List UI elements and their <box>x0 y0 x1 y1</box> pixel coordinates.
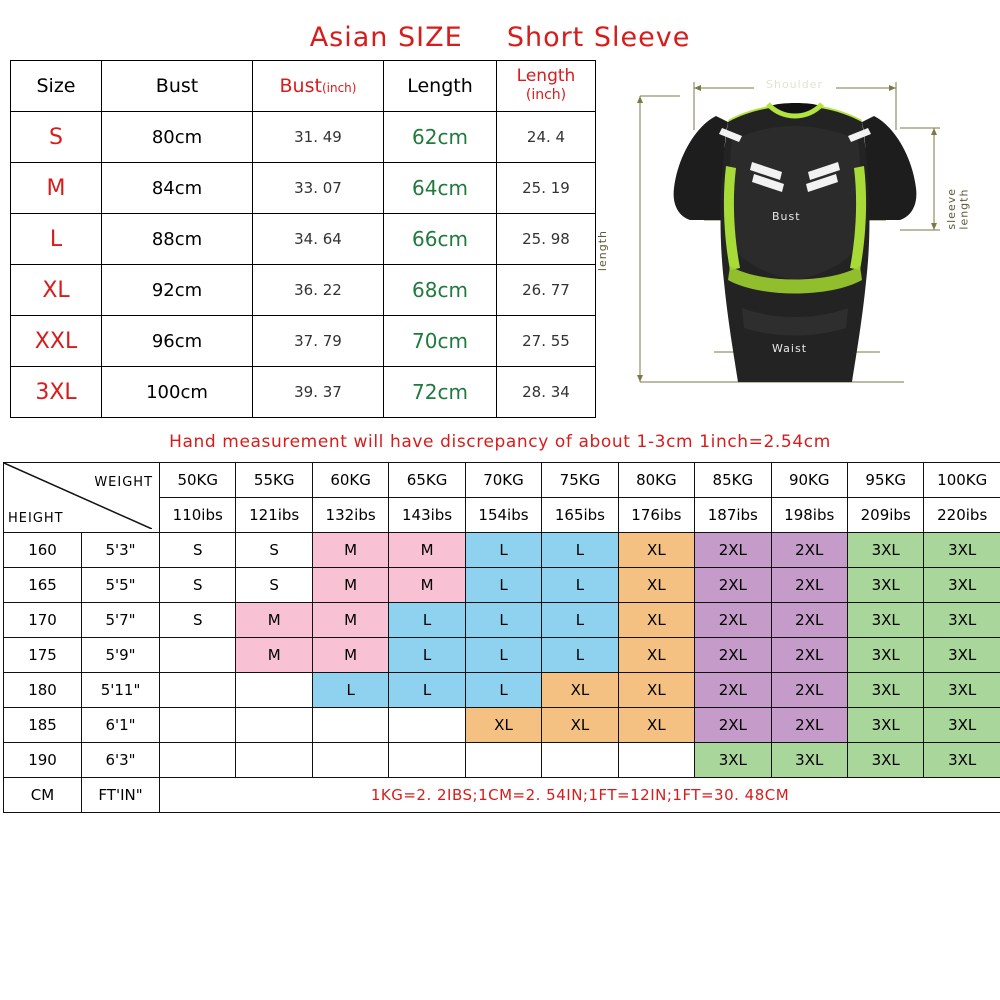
size-cell: XL <box>618 568 694 603</box>
cell-bust-in: 37. 79 <box>253 316 384 367</box>
cell-size: M <box>11 163 102 214</box>
table-row <box>11 367 596 418</box>
cell-bust-in: 31. 49 <box>253 112 384 163</box>
cell-length-cm: 68cm <box>384 265 497 316</box>
weight-kg-cell: 90KG <box>771 463 847 498</box>
size-cell <box>160 708 236 743</box>
size-cell <box>312 708 388 743</box>
corner-label-weight: WEIGHT <box>94 475 154 490</box>
table-row <box>4 673 1000 708</box>
cell-bust-cm: 84cm <box>102 163 253 214</box>
size-cell: L <box>389 673 465 708</box>
label-length: length <box>596 230 609 272</box>
weight-kg-cell: 60KG <box>312 463 388 498</box>
size-cell: 2XL <box>695 603 771 638</box>
size-cell <box>236 673 312 708</box>
size-cell <box>236 708 312 743</box>
cell-size: 3XL <box>11 367 102 418</box>
weight-kg-cell: 100KG <box>924 463 1000 498</box>
cell-bust-in: 33. 07 <box>253 163 384 214</box>
cell-bust-cm: 92cm <box>102 265 253 316</box>
weight-lb-cell: 165ibs <box>542 498 618 533</box>
table-row <box>4 743 1000 778</box>
cell-size: L <box>11 214 102 265</box>
size-cell: 3XL <box>924 603 1000 638</box>
size-cell: XL <box>618 638 694 673</box>
size-cell: XL <box>618 673 694 708</box>
size-cell <box>542 743 618 778</box>
table-row <box>11 316 596 367</box>
table-row <box>11 112 596 163</box>
cell-bust-in: 39. 37 <box>253 367 384 418</box>
size-cell: 2XL <box>695 638 771 673</box>
height-cm-cell: 185 <box>4 708 82 743</box>
weight-lb-cell: 132ibs <box>312 498 388 533</box>
size-cell: 3XL <box>847 708 923 743</box>
weight-lb-cell: 176ibs <box>618 498 694 533</box>
size-cell: S <box>236 568 312 603</box>
title-part-asian-size: Asian SIZE <box>309 22 463 53</box>
header-length-cm: Length <box>384 61 497 112</box>
size-cell: M <box>312 568 388 603</box>
size-cell <box>389 708 465 743</box>
height-ft-cell: 5'9" <box>82 638 160 673</box>
header-size: Size <box>11 61 102 112</box>
size-cell <box>389 743 465 778</box>
size-cell: XL <box>542 673 618 708</box>
size-cell <box>160 743 236 778</box>
matrix-weight-kg-row <box>4 463 1000 498</box>
size-cell: 3XL <box>924 533 1000 568</box>
matrix-footer-row <box>4 778 1000 813</box>
size-cell: L <box>312 673 388 708</box>
table-row <box>11 265 596 316</box>
size-cell: 3XL <box>771 743 847 778</box>
size-cell: M <box>236 603 312 638</box>
size-cell: L <box>465 638 541 673</box>
size-cell: 2XL <box>771 673 847 708</box>
height-weight-matrix <box>3 462 1000 813</box>
size-cell: XL <box>542 708 618 743</box>
size-cell: XL <box>465 708 541 743</box>
height-cm-cell: 180 <box>4 673 82 708</box>
size-cell: M <box>312 603 388 638</box>
height-ft-cell: 5'7" <box>82 603 160 638</box>
height-ft-cell: 5'11" <box>82 673 160 708</box>
height-ft-cell: 6'1" <box>82 708 160 743</box>
weight-lb-cell: 121ibs <box>236 498 312 533</box>
size-cell: L <box>542 603 618 638</box>
weight-lb-cell: 220ibs <box>924 498 1000 533</box>
size-cell: M <box>389 533 465 568</box>
header-bust-inch-unit: (inch) <box>321 81 357 95</box>
size-cell: 3XL <box>847 603 923 638</box>
size-cell: L <box>542 533 618 568</box>
cell-size: S <box>11 112 102 163</box>
cell-length-in: 25. 19 <box>497 163 596 214</box>
page-title <box>0 0 1000 60</box>
shirt-illustration <box>604 70 1000 410</box>
size-cell: 3XL <box>847 638 923 673</box>
size-cell: XL <box>618 533 694 568</box>
label-waist: Waist <box>772 342 808 355</box>
weight-lb-cell: 154ibs <box>465 498 541 533</box>
cell-length-in: 28. 34 <box>497 367 596 418</box>
weight-kg-cell: 70KG <box>465 463 541 498</box>
label-shoulder: Shoulder <box>766 78 823 91</box>
size-chart-table <box>10 60 596 418</box>
header-bust-cm: Bust <box>102 61 253 112</box>
shirt-measurement-diagram <box>596 70 992 410</box>
table-row <box>4 638 1000 673</box>
header-bust-inch-main: Bust <box>279 75 322 97</box>
cell-length-cm: 64cm <box>384 163 497 214</box>
measurement-note: Hand measurement will have discrepancy of about 1-3cm 1inch=2.54cm <box>169 432 831 452</box>
size-cell: 2XL <box>695 673 771 708</box>
table-row <box>11 163 596 214</box>
size-cell: 3XL <box>924 708 1000 743</box>
weight-kg-cell: 50KG <box>160 463 236 498</box>
weight-kg-cell: 75KG <box>542 463 618 498</box>
size-cell: L <box>465 568 541 603</box>
cell-size: XXL <box>11 316 102 367</box>
size-cell: 3XL <box>847 568 923 603</box>
size-cell <box>160 673 236 708</box>
cell-length-cm: 72cm <box>384 367 497 418</box>
size-matrix-section <box>0 462 1000 813</box>
weight-lb-cell: 143ibs <box>389 498 465 533</box>
height-cm-cell: 160 <box>4 533 82 568</box>
weight-lb-cell: 187ibs <box>695 498 771 533</box>
cell-bust-in: 36. 22 <box>253 265 384 316</box>
size-chart-header-row <box>11 61 596 112</box>
height-cm-cell: 190 <box>4 743 82 778</box>
weight-lb-cell: 209ibs <box>847 498 923 533</box>
table-row <box>4 708 1000 743</box>
size-cell: 2XL <box>695 708 771 743</box>
weight-kg-cell: 80KG <box>618 463 694 498</box>
size-cell: XL <box>618 708 694 743</box>
footer-conversion-note: 1KG=2. 2IBS;1CM=2. 54IN;1FT=12IN;1FT=30. 48CM <box>160 778 1000 813</box>
size-cell: L <box>465 673 541 708</box>
top-section <box>0 60 1000 418</box>
cell-length-cm: 66cm <box>384 214 497 265</box>
label-bust: Bust <box>772 210 801 223</box>
size-cell <box>312 743 388 778</box>
footer-unit-cm: CM <box>4 778 82 813</box>
table-row <box>4 568 1000 603</box>
size-cell: L <box>465 533 541 568</box>
size-cell: 3XL <box>924 673 1000 708</box>
size-cell: 2XL <box>771 638 847 673</box>
cell-bust-cm: 96cm <box>102 316 253 367</box>
size-cell: 3XL <box>924 568 1000 603</box>
size-cell: 3XL <box>924 743 1000 778</box>
size-cell: M <box>236 638 312 673</box>
size-cell: M <box>312 638 388 673</box>
size-cell <box>236 743 312 778</box>
size-cell: 3XL <box>695 743 771 778</box>
cell-bust-cm: 80cm <box>102 112 253 163</box>
size-cell: 2XL <box>771 568 847 603</box>
size-cell: 3XL <box>847 533 923 568</box>
header-bust-inch <box>253 61 384 112</box>
size-cell: 3XL <box>924 638 1000 673</box>
size-cell <box>160 638 236 673</box>
height-cm-cell: 175 <box>4 638 82 673</box>
size-cell: 2XL <box>771 708 847 743</box>
size-cell: XL <box>618 603 694 638</box>
size-cell: S <box>160 568 236 603</box>
label-sleeve-length <box>946 188 971 230</box>
title-part-short-sleeve: Short Sleeve <box>506 22 691 53</box>
size-cell: 2XL <box>695 533 771 568</box>
size-cell: 2XL <box>771 533 847 568</box>
weight-kg-cell: 55KG <box>236 463 312 498</box>
size-cell: M <box>312 533 388 568</box>
label-sleeve-line2: length <box>957 188 971 230</box>
matrix-corner-cell <box>4 463 160 533</box>
weight-kg-cell: 85KG <box>695 463 771 498</box>
weight-kg-cell: 65KG <box>389 463 465 498</box>
size-cell: L <box>389 603 465 638</box>
cell-bust-cm: 88cm <box>102 214 253 265</box>
cell-length-cm: 62cm <box>384 112 497 163</box>
size-cell: S <box>160 533 236 568</box>
cell-length-in: 25. 98 <box>497 214 596 265</box>
size-cell: 2XL <box>695 568 771 603</box>
size-cell: 2XL <box>771 603 847 638</box>
cell-length-in: 24. 4 <box>497 112 596 163</box>
weight-lb-cell: 198ibs <box>771 498 847 533</box>
size-cell: 3XL <box>847 743 923 778</box>
height-cm-cell: 165 <box>4 568 82 603</box>
size-cell <box>465 743 541 778</box>
size-cell: S <box>236 533 312 568</box>
size-cell: M <box>389 568 465 603</box>
size-cell: L <box>389 638 465 673</box>
footer-unit-ft: FT'IN" <box>82 778 160 813</box>
height-ft-cell: 6'3" <box>82 743 160 778</box>
cell-length-in: 26. 77 <box>497 265 596 316</box>
size-cell: 3XL <box>847 673 923 708</box>
size-cell <box>618 743 694 778</box>
label-sleeve-line1: sleeve <box>945 188 958 230</box>
header-length-inch-unit: (inch) <box>525 87 567 103</box>
cell-size: XL <box>11 265 102 316</box>
weight-kg-cell: 95KG <box>847 463 923 498</box>
header-length-inch-main: Length <box>516 66 576 87</box>
size-cell: L <box>542 568 618 603</box>
height-ft-cell: 5'5" <box>82 568 160 603</box>
weight-lb-cell: 110ibs <box>160 498 236 533</box>
header-length-inch <box>497 61 596 112</box>
cell-length-cm: 70cm <box>384 316 497 367</box>
table-row <box>4 533 1000 568</box>
corner-label-height: HEIGHT <box>8 511 64 526</box>
cell-length-in: 27. 55 <box>497 316 596 367</box>
size-cell: L <box>542 638 618 673</box>
cell-bust-cm: 100cm <box>102 367 253 418</box>
size-cell: L <box>465 603 541 638</box>
table-row <box>11 214 596 265</box>
height-cm-cell: 170 <box>4 603 82 638</box>
height-ft-cell: 5'3" <box>82 533 160 568</box>
cell-bust-in: 34. 64 <box>253 214 384 265</box>
size-cell: S <box>160 603 236 638</box>
table-row <box>4 603 1000 638</box>
